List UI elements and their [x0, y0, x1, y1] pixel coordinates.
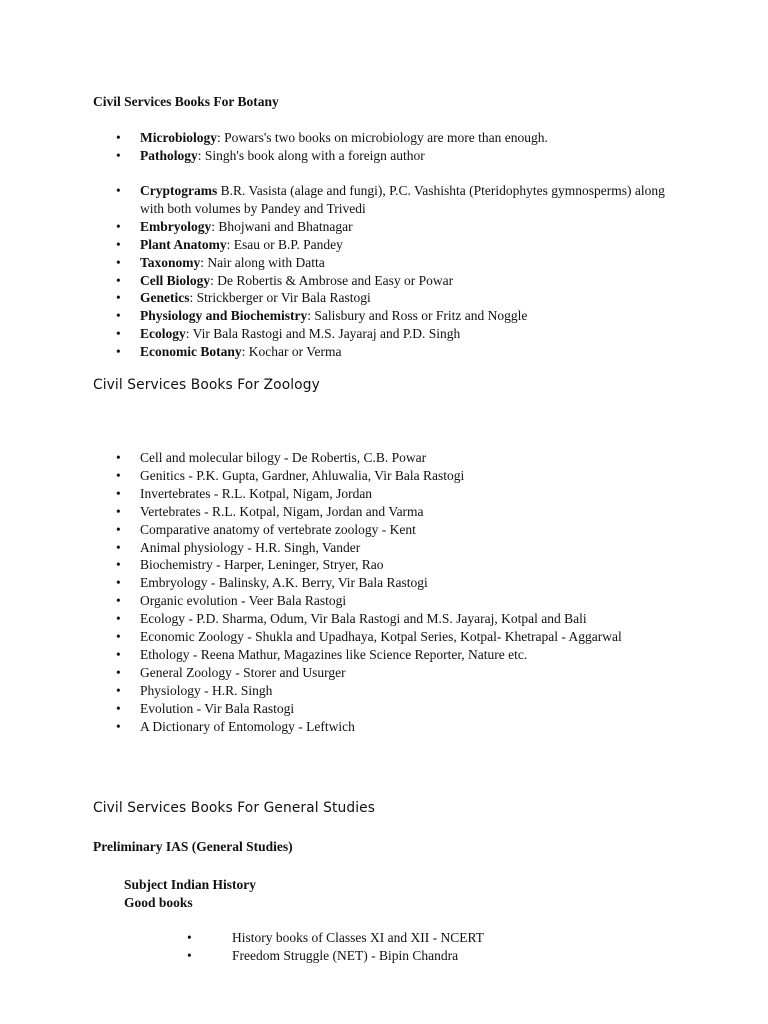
list-item: [115, 718, 655, 736]
item-text: : Salisbury and Ross or Fritz and Noggle: [307, 308, 528, 324]
item-term: Economic Botany: [140, 344, 242, 360]
botany-heading: Civil Services Books For Botany: [93, 94, 279, 109]
subject-label: Subject Indian History: [124, 877, 257, 892]
list-item: [115, 218, 675, 236]
prelim-heading: Preliminary IAS (General Studies): [93, 839, 293, 854]
item-text: Vertebrates - R.L. Kotpal, Nigam, Jordan and Varma: [140, 503, 424, 519]
botany-list-2: [115, 182, 675, 361]
item-text: A Dictionary of Entomology - Leftwich: [140, 718, 355, 734]
list-item: [115, 610, 655, 628]
bullet-icon: •: [187, 947, 192, 963]
item-text: Invertebrates - R.L. Kotpal, Nigam, Jordan: [140, 485, 373, 501]
bullet-icon: •: [116, 485, 121, 501]
list-item: [115, 628, 655, 646]
list-item: [115, 574, 655, 592]
bullet-icon: •: [116, 326, 121, 342]
list-item: [115, 449, 655, 467]
list-item: [115, 343, 675, 361]
zoology-list: [115, 449, 655, 736]
item-term: Taxonomy: [140, 254, 201, 270]
item-text: General Zoology - Storer and Usurger: [140, 664, 346, 680]
bullet-icon: •: [116, 130, 121, 145]
list-item: [115, 129, 675, 147]
item-text: Ethology - Reena Mathur, Magazines like Science Reporter, Nature etc.: [140, 646, 528, 662]
bullet-icon: •: [116, 254, 121, 270]
bullet-icon: •: [116, 308, 121, 324]
item-text: : Nair along with Datta: [200, 254, 325, 270]
list-item: [115, 556, 655, 574]
item-text: : Vir Bala Rastogi and M.S. Jayaraj and P.D. Singh: [185, 326, 461, 342]
bullet-icon: •: [116, 450, 121, 465]
item-text: Cell and molecular bilogy - De Robertis, C.B. Powar: [140, 450, 427, 465]
bullet-icon: •: [187, 930, 192, 945]
item-text: Physiology - H.R. Singh: [140, 682, 273, 698]
bullet-icon: •: [116, 664, 121, 680]
item-text: Comparative anatomy of vertebrate zoology - Kent: [140, 521, 416, 537]
item-term: Embryology: [140, 218, 212, 234]
item-text: Embryology - Balinsky, A.K. Berry, Vir Bala Rastogi: [140, 575, 428, 591]
item-text: Economic Zoology - Shukla and Upadhaya, Kotpal Series, Kotpal- Khetrapal - Aggarwal: [140, 629, 622, 645]
item-text: B.R. Vasista (alage and fungi), P.C. Vashishta (Pteridophytes gymnosperms) along with both volumes by Pandey and Trivedi: [140, 183, 665, 216]
bullet-icon: •: [116, 290, 121, 306]
zoology-heading: Civil Services Books For Zoology: [93, 377, 320, 393]
item-text: : Esau or B.P. Pandey: [226, 236, 343, 252]
bullet-icon: •: [116, 557, 121, 573]
list-item: [115, 325, 675, 343]
item-text: History books of Classes XI and XII - NCERT: [232, 930, 484, 945]
list-item: [115, 646, 655, 664]
list-item: [115, 182, 675, 218]
list-item: [115, 592, 655, 610]
good-books-label: Good books: [124, 895, 193, 910]
bullet-icon: •: [116, 183, 121, 198]
list-item: [115, 539, 655, 557]
list-item: [115, 682, 655, 700]
item-term: Microbiology: [140, 130, 217, 145]
item-term: Plant Anatomy: [140, 236, 227, 252]
list-item: [187, 929, 747, 947]
item-text: : Bhojwani and Bhatnagar: [211, 218, 353, 234]
item-term: Physiology and Biochemistry: [140, 308, 308, 324]
item-text: Biochemistry - Harper, Leninger, Stryer, Rao: [140, 557, 384, 573]
general-studies-list: [187, 929, 747, 965]
bullet-icon: •: [116, 344, 121, 360]
list-item: [115, 147, 675, 165]
bullet-icon: •: [116, 467, 121, 483]
list-item: [115, 254, 675, 272]
item-text: : Strickberger or Vir Bala Rastogi: [189, 290, 371, 306]
bullet-icon: •: [116, 718, 121, 734]
list-item: [115, 521, 655, 539]
bullet-icon: •: [116, 646, 121, 662]
item-text: Ecology - P.D. Sharma, Odum, Vir Bala Rastogi and M.S. Jayaraj, Kotpal and Bali: [140, 611, 587, 627]
list-item: [115, 307, 675, 325]
list-item: [115, 467, 655, 485]
item-text: : De Robertis & Ambrose and Easy or Powar: [210, 272, 454, 288]
bullet-icon: •: [116, 629, 121, 645]
list-item: [115, 485, 655, 503]
item-term: Cell Biology: [140, 272, 211, 288]
item-text: Genitics - P.K. Gupta, Gardner, Ahluwalia, Vir Bala Rastogi: [140, 467, 465, 483]
item-term: Cryptograms: [140, 183, 218, 198]
item-text: Animal physiology - H.R. Singh, Vander: [140, 539, 361, 555]
list-item: [115, 289, 675, 307]
item-term: Ecology: [140, 326, 186, 342]
list-item: [115, 503, 655, 521]
bullet-icon: •: [116, 503, 121, 519]
bullet-icon: •: [116, 682, 121, 698]
botany-list-1: [115, 129, 675, 165]
bullet-icon: •: [116, 236, 121, 252]
bullet-icon: •: [116, 611, 121, 627]
general-studies-heading: Civil Services Books For General Studies: [93, 800, 376, 816]
item-text: Evolution - Vir Bala Rastogi: [140, 700, 295, 716]
bullet-icon: •: [116, 272, 121, 288]
list-item: [187, 947, 747, 965]
list-item: [115, 700, 655, 718]
item-text: : Singh's book along with a foreign author: [197, 147, 425, 163]
list-item: [115, 236, 675, 254]
bullet-icon: •: [116, 593, 121, 609]
item-text: Organic evolution - Veer Bala Rastogi: [140, 593, 347, 609]
item-text: : Powars's two books on microbiology are more than enough.: [217, 130, 548, 145]
item-term: Genetics: [140, 290, 190, 306]
bullet-icon: •: [116, 539, 121, 555]
list-item: [115, 272, 675, 290]
item-text: : Kochar or Verma: [241, 344, 342, 360]
bullet-icon: •: [116, 700, 121, 716]
list-item: [115, 664, 655, 682]
bullet-icon: •: [116, 575, 121, 591]
bullet-icon: •: [116, 218, 121, 234]
item-term: Pathology: [140, 147, 198, 163]
bullet-icon: •: [116, 521, 121, 537]
item-text: Freedom Struggle (NET) - Bipin Chandra: [232, 947, 459, 963]
bullet-icon: •: [116, 147, 121, 163]
